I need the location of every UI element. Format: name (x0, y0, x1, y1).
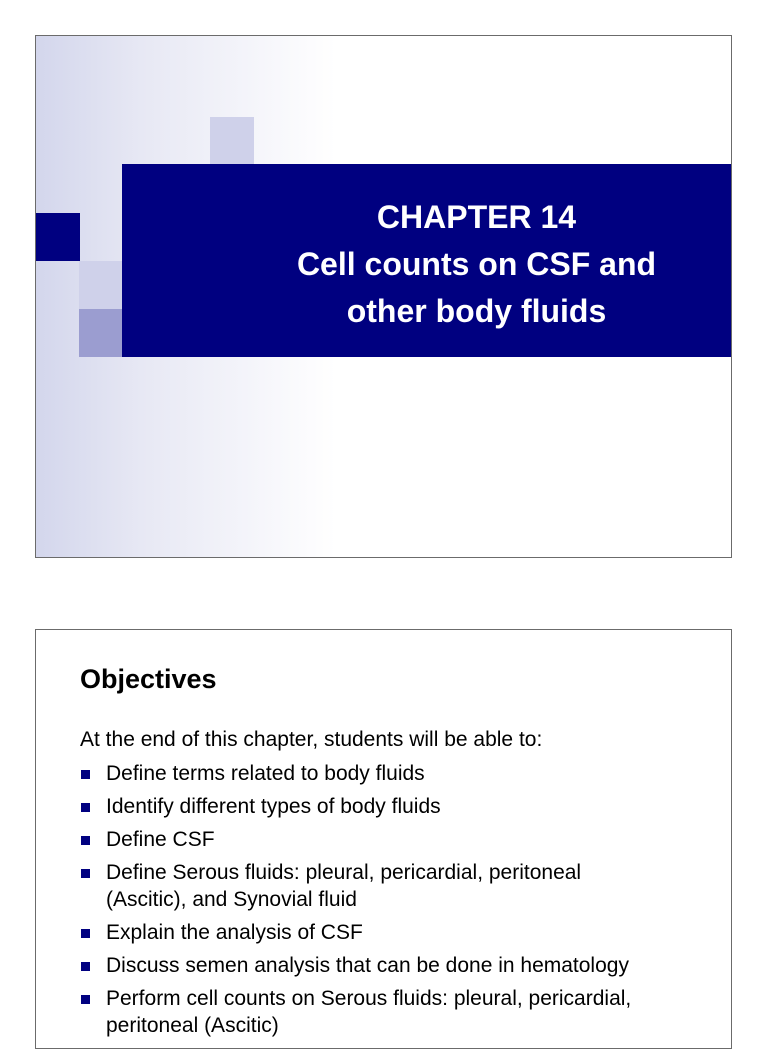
title-line-2: Cell counts on CSF and (296, 246, 657, 282)
objectives-slide (35, 629, 732, 1049)
square-bullet-icon (81, 803, 90, 812)
decor-square (79, 309, 123, 357)
list-item (80, 859, 706, 913)
list-item-text-cont: (Ascitic), and Synovial fluid (106, 888, 357, 911)
square-bullet-icon (81, 962, 90, 971)
objectives-heading: Objectives (80, 664, 217, 694)
list-item-text: Define Serous fluids: pleural, pericardial, peritoneal (106, 861, 582, 884)
list-item (80, 826, 706, 853)
square-bullet-icon (81, 836, 90, 845)
decor-square (210, 117, 254, 165)
list-item-text: Explain the analysis of CSF (106, 921, 363, 944)
objectives-list (80, 760, 706, 1045)
title-slide (35, 35, 732, 558)
list-item (80, 985, 706, 1039)
list-item-text: Perform cell counts on Serous fluids: pleural, pericardial, (106, 987, 632, 1010)
square-bullet-icon (81, 770, 90, 779)
title-line-3: other body fluids (346, 293, 607, 329)
square-bullet-icon (81, 995, 90, 1004)
list-item-text: Define CSF (106, 828, 215, 851)
list-item-text: Identify different types of body fluids (106, 795, 441, 818)
title-line-1: CHAPTER 14 (376, 199, 577, 235)
list-item-text-cont: peritoneal (Ascitic) (106, 1014, 279, 1037)
decor-square (36, 213, 80, 261)
list-item-text: Define terms related to body fluids (106, 762, 425, 785)
list-item (80, 760, 706, 787)
list-item (80, 952, 706, 979)
slide-title (222, 194, 731, 335)
square-bullet-icon (81, 869, 90, 878)
square-bullet-icon (81, 929, 90, 938)
list-item (80, 793, 706, 820)
list-item (80, 919, 706, 946)
objectives-intro: At the end of this chapter, students will be able to: (80, 728, 543, 751)
decor-square (79, 261, 123, 309)
list-item-text: Discuss semen analysis that can be done in hematology (106, 954, 629, 977)
